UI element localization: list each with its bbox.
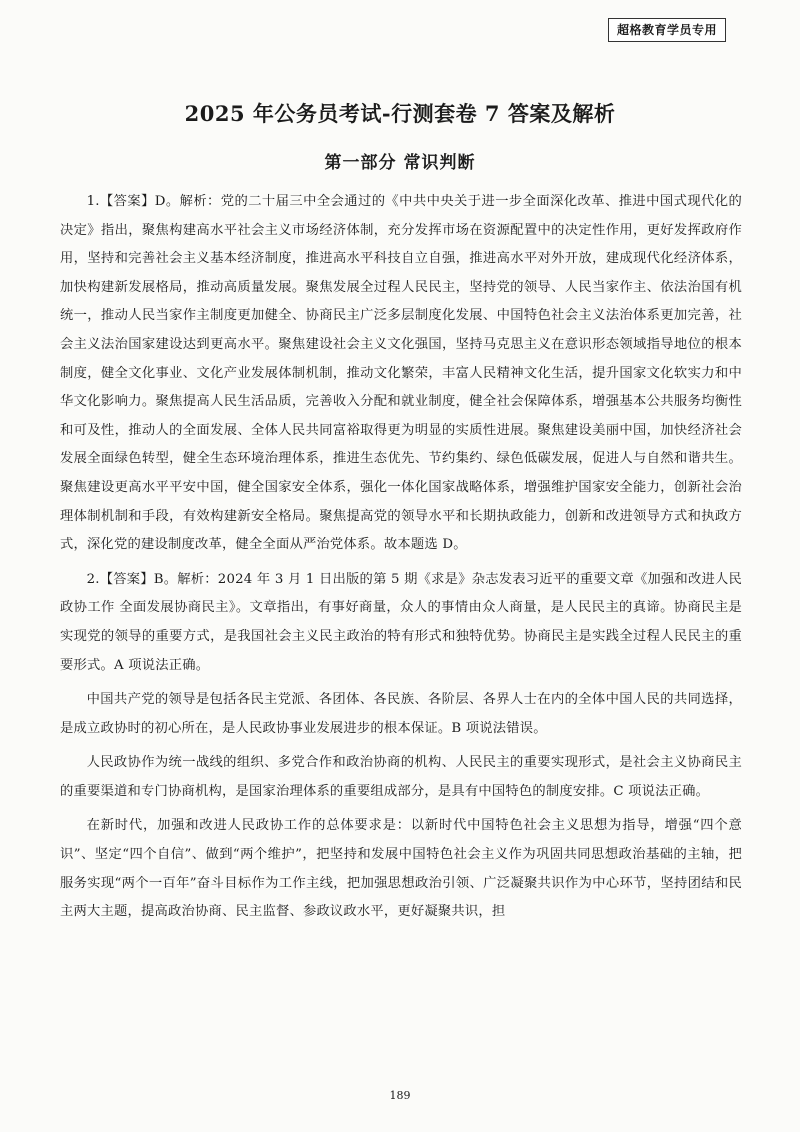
answer-1-paragraph: 1.【答案】D。解析：党的二十届三中全会通过的《中共中央关于进一步全面深化改革、推进中国式现代化的决定》指出，聚焦构建高水平社会主义市场经济体制，充分发挥市场在资源配置中的决定性作用，更好发挥政府作用，坚持和完善社会主义基本经济制度，推进高水平科技自立自强，推进高水平对外开放，建成现代化经济体系，加快构建新发展格局，推动高质量发展。聚焦发展全过程人民民主，坚持党的领导、人民当家作主、依法治国有机统一，推动人民当家作主制度更加健全、协商民主广泛多层制度化发展、中国特色社会主义法治体系更加完善，社会主义法治国家建设达到更高水平。聚焦建设社会主义文化强国，坚持马克思主义在意识形态领域指导地位的根本制度，健全文化事业、文化产业发展体制机制，推动文化繁荣，丰富人民精神文化生活，提升国家文化软实力和中华文化影响力。聚焦提高人民生活品质，完善收入分配和就业制度，健全社会保障体系，增强基本公共服务均衡性和可及性，推动人的全面发展、全体人民共同富裕取得更为明显的实质性进展。聚焦建设美丽中国，加快经济社会发展全面绿色转型，健全生态环境治理体系，推进生态优先、节约集约、绿色低碳发展，促进人与自然和谐共生。聚焦建设更高水平平安中国，健全国家安全体系，强化一体化国家战略体系，增强维护国家安全能力，创新社会治理体制机制和手段，有效构建新安全格局。聚焦提高党的领导水平和长期执政能力，创新和改进领导方式和执政方式，深化党的建设制度改革，健全全面从严治党体系。故本题选 D。 [60,194,742,553]
section-title: 第一部分 常识判断 [324,153,476,173]
document-body [60,188,742,933]
document-title: 2025 年公务员考试-行测套卷 7 答案及解析 [184,101,616,126]
option-b-explanation: 中国共产党的领导是包括各民主党派、各团体、各民族、各阶层、各界人士在内的全体中国人民的共同选择，是成立政协时的初心所在，是人民政协事业发展进步的根本保证。B 项说法错误。 [60,692,742,736]
page-number: 189 [389,1089,411,1102]
option-c-explanation: 人民政协作为统一战线的组织、多党合作和政治协商的机构、人民民主的重要实现形式，是社会主义协商民主的重要渠道和专门协商机构，是国家治理体系的重要组成部分，是具有中国特色的制度安排。C 项说法正确。 [60,755,742,799]
answer-2-paragraph: 2.【答案】B。解析：2024 年 3 月 1 日出版的第 5 期《求是》杂志发表习近平的重要文章《加强和改进人民政协工作 全面发展协商民主》。文章指出，有事好商量，众人的事情由众人商量，是人民民主的真谛。协商民主是实现党的领导的重要方式，是我国社会主义民主政治的特有形式和独特优势。协商民主是实践全过程人民民主的重要形式。A 项说法正确。 [60,571,742,673]
owner-stamp: 超格教育学员专用 [608,18,726,42]
option-d-explanation: 在新时代，加强和改进人民政协工作的总体要求是：以新时代中国特色社会主义思想为指导，增强“四个意识”、坚定“四个自信”、做到“两个维护”，把坚持和发展中国特色社会主义作为巩固共同思想政治基础的主轴，把服务实现“两个一百年”奋斗目标作为工作主线，把加强思想政治引领、广泛凝聚共识作为中心环节，坚持团结和民主两大主题，提高政治协商、民主监督、参政议政水平，更好凝聚共识，担 [60,818,742,920]
